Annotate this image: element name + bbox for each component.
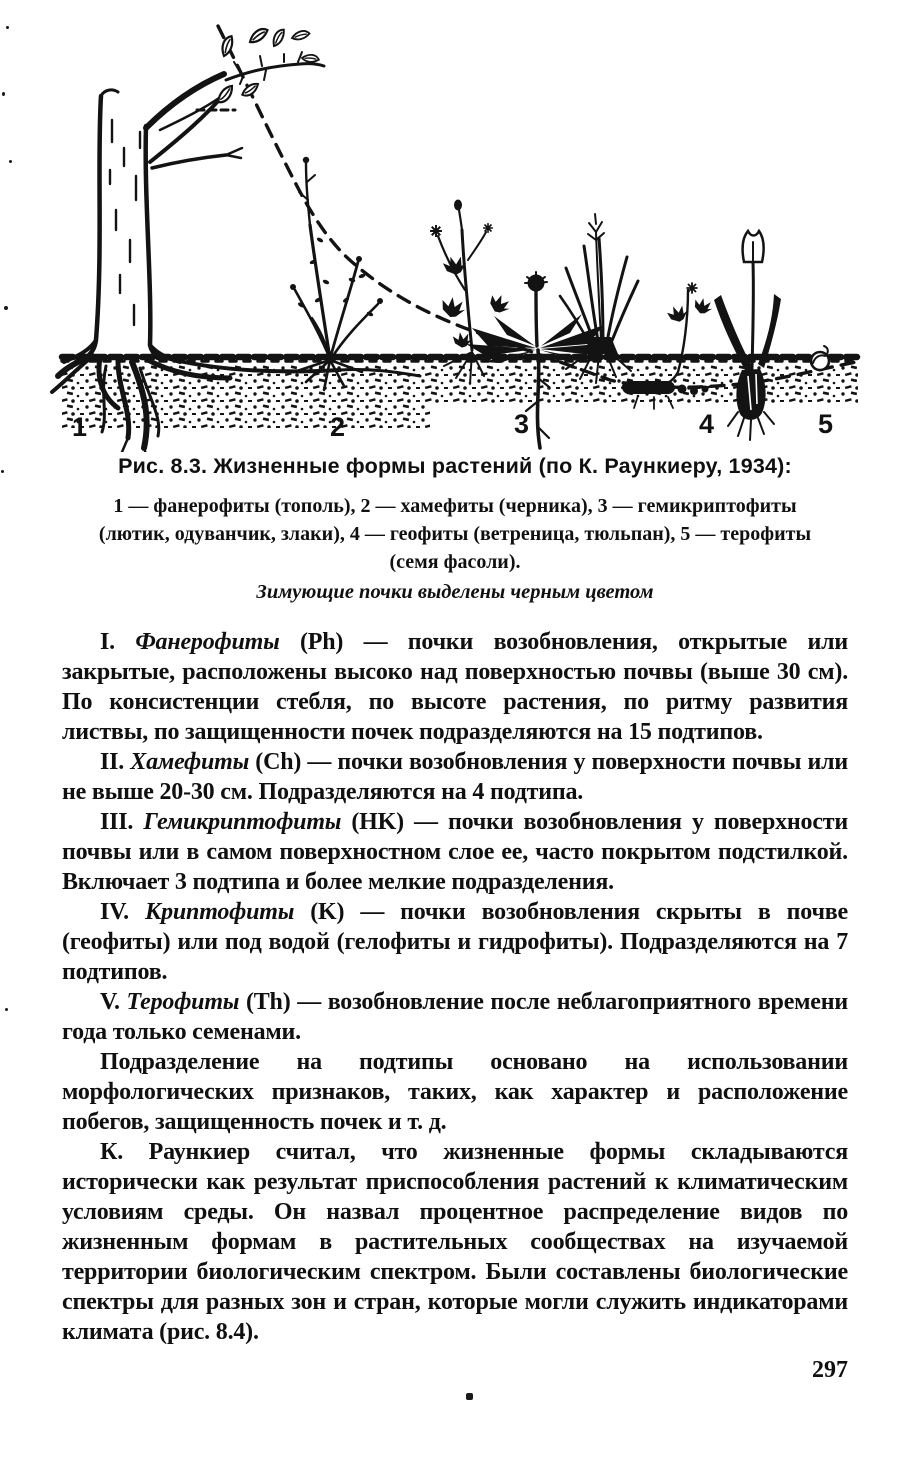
figure-caption-title: Рис. 8.3. Жизненные формы растений (по К. Раункиеру, 1934): (118, 454, 792, 478)
paragraph-numeral: II. (100, 749, 131, 775)
paragraph-cryptophytes (62, 897, 848, 987)
body-text (62, 627, 848, 1347)
figure-label-1: 1 (72, 412, 88, 442)
figure-label-4: 4 (699, 409, 715, 439)
paragraph-hemicryptophytes (62, 807, 848, 897)
paragraph-term: Криптофиты (145, 899, 295, 925)
tulip-geophyte (714, 231, 781, 440)
figure-illustration (0, 0, 910, 452)
paragraph-subtypes (62, 1047, 848, 1137)
paragraph-term: Гемикриптофиты (143, 809, 342, 835)
paragraph-numeral: I. (100, 629, 136, 655)
paragraph-text: К. Раункиер считал, что жизненные формы складываются исторически как результат приспособления растений к климатическим условиям среды. Он назвал процентное распределение видов по жизненным формам в растительных сообществах на изучаемой территории биологическим спектром. Были составлены биологические спектры для разных зон и стран, которые могли служить индикаторами климата (рис. 8.4). (62, 1139, 848, 1345)
paragraph-text: (Ph) — почки возобновления, открытые или закрытые, расположены высоко над поверхностью почвы (выше 30 см). По консистенции стебля, по высоте растения, по ритму развития листвы, по защищенности почек подразделяются на 15 подтипов. (62, 629, 848, 745)
page-number: 297 (812, 1357, 848, 1383)
bean-seed-therophyte (811, 346, 829, 370)
paragraph-text: Подразделение на подтипы основано на использовании морфологических признаков, таких, как характер и расположение побегов, защищенность почек и т. д. (62, 1049, 848, 1135)
scan-speck (2, 92, 5, 96)
paragraph-term: Фанерофиты (135, 629, 280, 655)
paragraph-phanerophytes (62, 627, 848, 747)
paragraph-term: Терофиты (126, 989, 240, 1015)
scan-speck (466, 1393, 473, 1400)
figure-caption-legend (45, 492, 865, 576)
scan-speck (6, 26, 9, 29)
scan-speck (1, 470, 4, 473)
figure-label-5: 5 (818, 409, 834, 439)
legend-line: 1 — фанерофиты (тополь), 2 — хамефиты (черника), 3 — гемикриптофиты (113, 495, 797, 517)
figure-label-3: 3 (514, 409, 530, 439)
paragraph-term: Хамефиты (130, 749, 250, 775)
paragraph-numeral: V. (100, 989, 127, 1015)
paragraph-numeral: IV. (100, 899, 146, 925)
paragraph-numeral: III. (100, 809, 144, 835)
paragraph-therophytes (62, 987, 848, 1047)
paragraph-text: (Th) — возобновление после неблагоприятного времени года только семенами. (62, 989, 848, 1045)
paragraph-text: (K) — почки возобновления скрыты в почве (геофиты) или под водой (гелофиты и гидрофиты). Подразделяются на 7 подтипов. (62, 899, 848, 985)
scan-speck (4, 306, 8, 310)
figure-label-2: 2 (330, 412, 346, 442)
paragraph-raunkiaer-spectrum (62, 1137, 848, 1347)
paragraph-text: (Ch) — почки возобновления у поверхности почвы или не выше 20-30 см. Подразделяются на 4 подтипа. (62, 749, 848, 805)
scan-speck (9, 160, 12, 163)
legend-line: (семя фасоли). (389, 551, 521, 573)
paragraph-text: (HK) — почки возобновления у поверхности почвы или в самом поверхностном слое ее, часто покрытом подстилкой. Включает 3 подтипа и более мелкие подразделения. (62, 809, 848, 895)
legend-line: (лютик, одуванчик, злаки), 4 — геофиты (ветреница, тюльпан), 5 — терофиты (98, 523, 812, 545)
figure-note: Зимующие почки выделены черным цветом (256, 581, 654, 603)
scan-speck (5, 1008, 8, 1011)
paragraph-chamaephytes (62, 747, 848, 807)
